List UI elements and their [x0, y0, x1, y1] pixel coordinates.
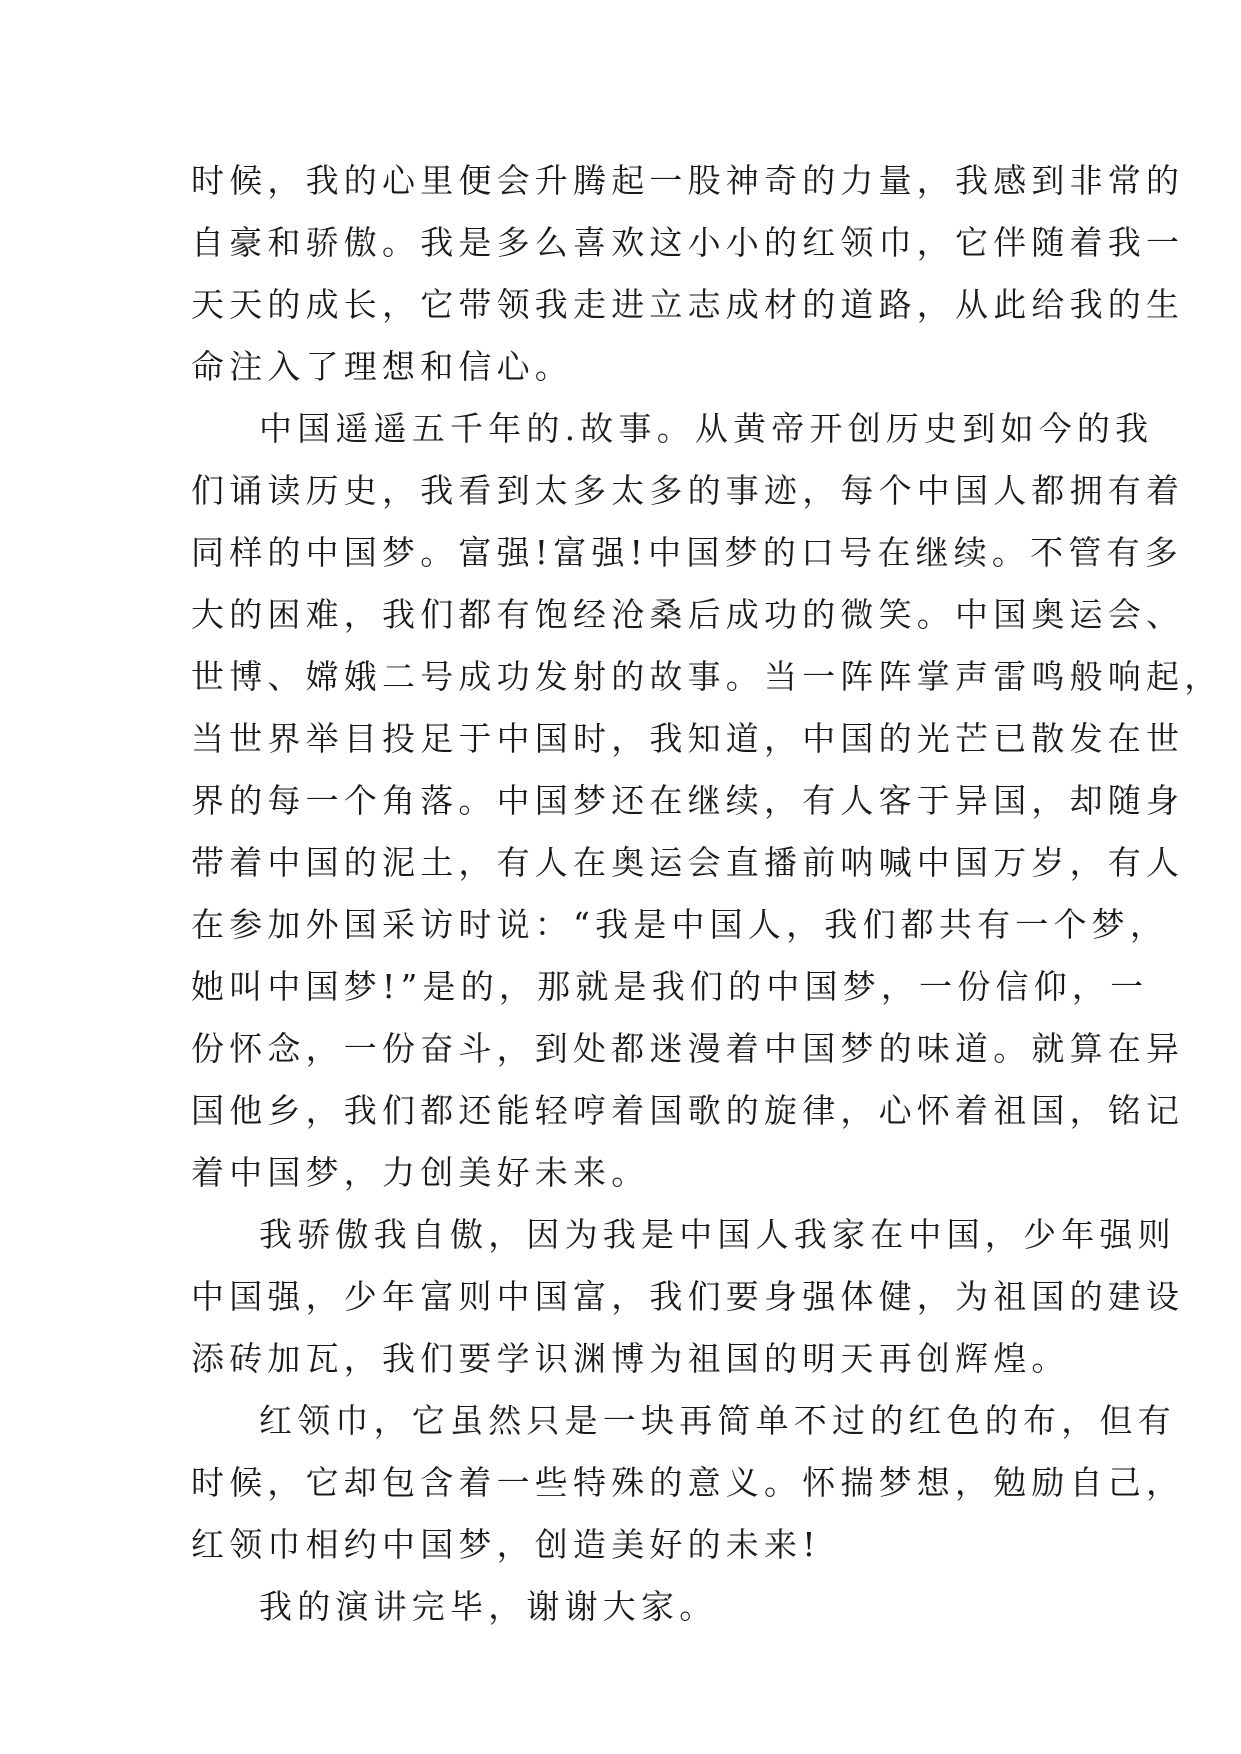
text-line: 我的演讲完毕，谢谢大家。 [259, 1587, 718, 1626]
text-line: 命注入了理想和信心。 [191, 347, 573, 386]
text-line: 天天的成长，它带领我走进立志成材的道路，从此给我的生 [191, 285, 1185, 324]
text-line: 同样的中国梦。富强!富强!中国梦的口号在继续。不管有多 [191, 533, 1183, 572]
paragraph [191, 1204, 1185, 1390]
text-line: 中国强，少年富则中国富，我们要身强体健，为祖国的建设 [191, 1277, 1185, 1316]
text-line: 着中国梦，力创美好未来。 [191, 1153, 650, 1192]
text-line: 添砖加瓦，我们要学识渊博为祖国的明天再创辉煌。 [191, 1339, 1070, 1378]
paragraph [191, 1390, 1185, 1576]
text-line: 国他乡，我们都还能轻哼着国歌的旋律，心怀着祖国，铭记 [191, 1091, 1185, 1130]
text-line: 界的每一个角落。中国梦还在继续，有人客于异国，却随身 [191, 781, 1185, 820]
text-line: 我骄傲我自傲，因为我是中国人我家在中国，少年强则 [259, 1215, 1176, 1254]
text-line: 时候，我的心里便会升腾起一股神奇的力量，我感到非常的 [191, 161, 1185, 200]
text-line: 时候，它却包含着一些特殊的意义。怀揣梦想，勉励自己， [191, 1463, 1185, 1502]
text-line: 大的困难，我们都有饱经沧桑后成功的微笑。中国奥运会、 [191, 595, 1185, 634]
text-line: 中国遥遥五千年的.故事。从黄帝开创历史到如今的我 [259, 409, 1154, 448]
text-line: 她叫中国梦!”是的，那就是我们的中国梦，一份信仰，一 [191, 967, 1149, 1006]
text-line: 在参加外国采访时说：“我是中国人，我们都共有一个梦， [191, 905, 1169, 944]
paragraph [191, 1576, 1061, 1638]
text-line: 带着中国的泥土，有人在奥运会直播前呐喊中国万岁，有人 [191, 843, 1185, 882]
text-line: 红领巾，它虽然只是一块再简单不过的红色的布，但有 [259, 1401, 1176, 1440]
text-line: 世博、嫦娥二号成功发射的故事。当一阵阵掌声雷鸣般响起， [191, 657, 1223, 696]
text-line: 当世界举目投足于中国时，我知道，中国的光芒已散发在世 [191, 719, 1185, 758]
text-line: 份怀念，一份奋斗，到处都迷漫着中国梦的味道。就算在异 [191, 1029, 1185, 1068]
paragraph [191, 398, 1223, 1204]
text-line: 红领巾相约中国梦，创造美好的未来! [191, 1525, 821, 1564]
text-line: 们诵读历史，我看到太多太多的事迹，每个中国人都拥有着 [191, 471, 1185, 510]
paragraph [191, 150, 1185, 398]
text-line: 自豪和骄傲。我是多么喜欢这小小的红领巾，它伴随着我一 [191, 223, 1185, 262]
speech-body [191, 150, 1223, 1638]
